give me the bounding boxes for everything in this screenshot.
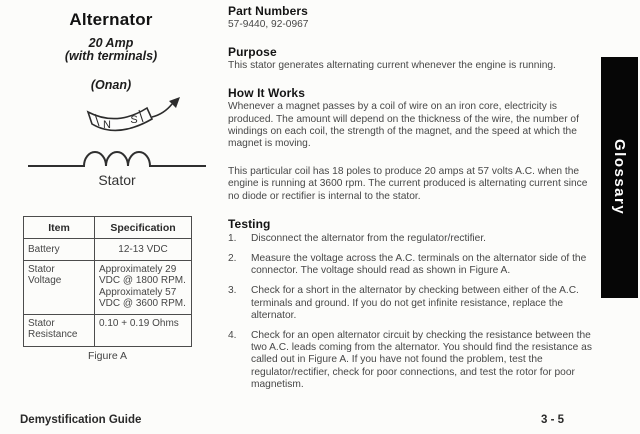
stator-coil-symbol [28,152,206,166]
section-purpose [228,46,596,72]
step-number: 1. [228,232,237,244]
footer-guide-title: Demystification Guide [20,414,142,426]
cell-item: Battery [24,239,95,261]
step-number: 4. [228,330,237,342]
subtitle-line-2: (with terminals) [64,48,158,63]
section-testing [228,218,596,391]
header-item: Item [24,217,95,239]
step-text: Check for a short in the alternator by checking between either of the A.C. terminals and ground. If you do not get infinite resistance, replace the alternator. [251,285,579,321]
step-number: 2. [228,253,237,265]
step-text: Measure the voltage across the A.C. terminals on the alternator side of the connector. The voltage should read as shown in Figure A. [251,253,587,277]
magnet-north-label: N [103,119,111,131]
header-specification: Specification [95,217,192,239]
glossary-tab-label: Glossary [611,139,628,216]
left-column [0,0,222,434]
motion-arrow-shaft [152,104,172,117]
cell-spec: 12-13 VDC [95,239,192,261]
purpose-text: This stator generates alternating current whenever the engine is running. [228,60,556,72]
cell-item: Stator Voltage [24,261,95,315]
testing-steps [228,233,596,391]
subtitle-line-1: 20 Amp [88,36,134,50]
step-text: Check for an open alternator circuit by checking the resistance between the two A.C. leads coming from the alternator. You should find the resistance as called out in Figure A. If you have not found the problem, test the regulator/rectifier, check for poor connections, and test the rotor for poor magnetism. [251,330,592,390]
table-row [24,239,192,261]
testing-step [228,253,596,277]
alternator-diagram [0,0,222,200]
cell-spec: 0.10 + 0.19 Ohms [95,315,192,347]
figure-a-table [23,216,192,347]
how-it-works-paragraph-1: Whenever a magnet passes by a coil of wire on an iron core, electricity is produced. The amount will depend on the thickness of the wire, the number of windings on each coil, the strength of the magnet, and the speed at which the magnet is moving. [228,101,579,150]
stator-label: Stator [98,172,136,188]
table-row [24,315,192,347]
cell-item: Stator Resistance [24,315,95,347]
glossary-tab [601,57,638,298]
testing-step [228,330,596,391]
section-heading: Part Numbers [228,4,308,18]
part-numbers-value: 57-9440, 92-0967 [228,19,309,30]
cell-spec [95,261,192,315]
spec-line-2: Approximately 57 VDC @ 3600 RPM. [99,287,186,309]
spec-line-1: Approximately 29 VDC @ 1800 RPM. [99,264,186,286]
how-it-works-paragraph-2: This particular coil has 18 poles to produce 20 amps at 57 volts A.C. when the engine is running at 3600 rpm. The current produced is alternating current since no diode or rectifier is internal to the stator. [228,166,588,202]
table-header-row [24,217,192,239]
section-heading: Purpose [228,45,277,60]
brand-label: (Onan) [90,78,132,92]
content-column [228,5,596,406]
section-heading: How It Works [228,86,305,101]
magnet-south-label: S [130,114,138,126]
table-row [24,261,192,315]
figure-caption: Figure A [87,350,128,362]
testing-step [228,285,596,322]
step-number: 3. [228,285,237,297]
footer-page-number: 3 - 5 [540,414,564,426]
section-heading: Testing [228,216,271,231]
step-text: Disconnect the alternator from the regulator/rectifier. [251,232,486,244]
section-part-numbers [228,5,596,31]
section-how-it-works [228,87,596,202]
page-title: Alternator [69,10,153,29]
testing-step [228,233,596,245]
